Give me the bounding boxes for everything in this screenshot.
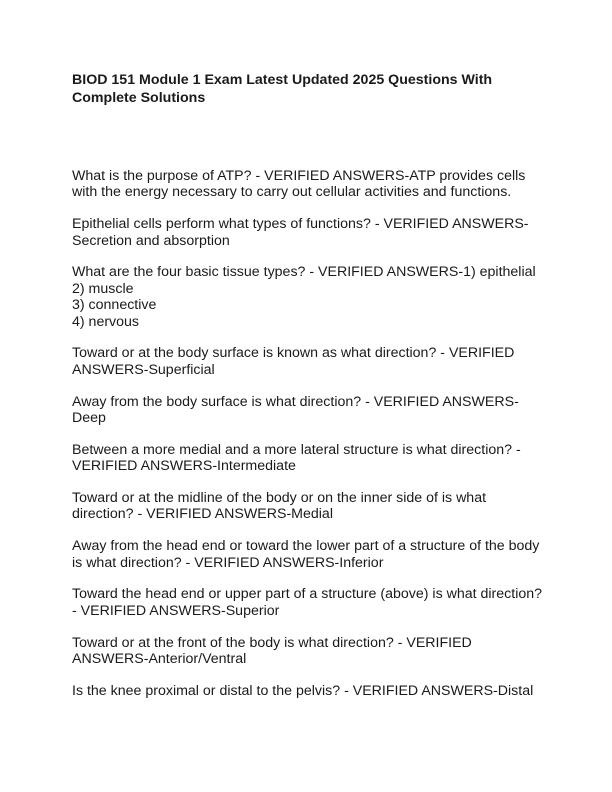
document-title: BIOD 151 Module 1 Exam Latest Updated 2025 Questions With Complete Solutions: [72, 72, 493, 106]
qa-item: What is the purpose of ATP? - VERIFIED ANSWERS-ATP provides cells with the energy necessary to carry out cellular activities and functions.: [72, 168, 526, 201]
qa-item: Toward or at the midline of the body or on the inner side of is what direction? - VERIFIED ANSWERS-Medial: [72, 490, 487, 523]
qa-item: Is the knee proximal or distal to the pelvis? - VERIFIED ANSWERS-Distal: [72, 682, 534, 699]
qa-item: Toward the head end or upper part of a structure (above) is what direction? - VERIFIED ANSWERS-Superior: [72, 586, 543, 619]
qa-item: Toward or at the front of the body is what direction? - VERIFIED ANSWERS-Anterior/Ventral: [72, 634, 472, 668]
qa-item: Away from the body surface is what direction? - VERIFIED ANSWERS- Deep: [72, 393, 519, 427]
qa-item: Away from the head end or toward the lower part of a structure of the body is what direction? - VERIFIED ANSWERS-Inferior: [72, 538, 540, 571]
qa-list: [72, 168, 552, 715]
qa-item: Between a more medial and a more lateral structure is what direction? - VERIFIED ANSWERS-Intermediate: [72, 441, 521, 475]
qa-item: Toward or at the body surface is known as what direction? - VERIFIED ANSWERS-Superficial: [72, 345, 515, 378]
qa-item: Epithelial cells perform what types of functions? - VERIFIED ANSWERS- Secretion and absorption: [72, 216, 529, 249]
qa-item: What are the four basic tissue types? - VERIFIED ANSWERS-1) epithelial 2) muscle 3) connective 4) nervous: [72, 264, 536, 330]
